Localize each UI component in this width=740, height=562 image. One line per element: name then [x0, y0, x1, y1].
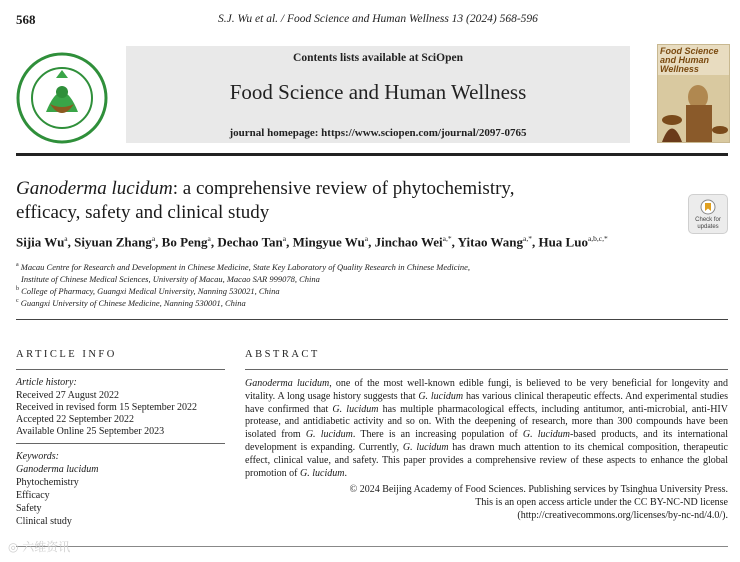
author-name[interactable]: Jinchao Wei [374, 234, 443, 250]
history-received: Received 27 August 2022 [16, 390, 120, 401]
keywords-heading: Keywords: [16, 451, 59, 462]
journal-logo-icon [16, 52, 108, 144]
author-affiliation-mark: a [64, 234, 68, 243]
author-affiliation-mark: a [151, 234, 156, 243]
keyword-item: Clinical study [16, 516, 72, 527]
check-for-updates-button[interactable] [688, 194, 728, 234]
history-accepted: Accepted 22 September 2022 [16, 414, 135, 425]
species-name: G. lucidum [522, 429, 570, 441]
author-name[interactable]: Dechao Tan [217, 234, 283, 250]
species-name: G. lucidum [305, 429, 353, 441]
author-name[interactable]: Siyuan Zhang [74, 234, 152, 250]
license-line: This is an open access article under the CC BY-NC-ND license [475, 497, 728, 508]
abstract-text-segment: , one of the most well-known edible fungi, is believed to be very beneficial for longevity and vitality. A long usage history suggests that [245, 378, 729, 402]
species-name: G. lucidum [332, 403, 379, 415]
journal-homepage-link[interactable]: journal homepage: https://www.sciopen.com/journal/2097-0765 [229, 127, 527, 139]
bookmark-icon [700, 199, 716, 215]
author-affiliation-mark: a,* [523, 234, 532, 243]
history-rule [16, 443, 225, 444]
species-name: G. lucidum [402, 441, 449, 453]
species-name: G. lucidum [300, 467, 345, 479]
contents-available-line: Contents lists available at SciOpen [293, 52, 463, 64]
author-name[interactable]: Yitao Wang [457, 234, 523, 250]
author-name[interactable]: Mingyue Wu [292, 234, 365, 250]
cover-title: Food Science and Human Wellness [660, 46, 719, 74]
copyright-line: © 2024 Beijing Academy of Food Sciences. Publishing services by Tsinghua University Press. [349, 484, 728, 495]
check-for-updates-label: Check for updates [695, 217, 721, 230]
author-affiliation-mark: a [282, 234, 287, 243]
page-number: 568 [16, 12, 36, 27]
keyword-item: Phytochemistry [16, 477, 79, 488]
abstract-text-segment: has multiple pharmacological effects, including antitumor, anti-microbial, anti-HIV protease, and antidiabetic activity and so on. With the deepening of research, more than 300 compounds have been isolated from [245, 403, 728, 441]
abstract-text-segment: . [344, 467, 347, 479]
species-name: G. lucidum [418, 390, 464, 402]
abstract-text-segment: . There is an increasing population of [352, 429, 523, 441]
abstract-heading: ABSTRACT [245, 349, 320, 360]
affiliation-a-cont: Institute of Chinese Medical Sciences, University of Macau, Macao SAR 999078, China [21, 274, 320, 284]
history-revised: Received in revised form 15 September 2022 [16, 402, 198, 413]
abstract-text-segment: has drawn much attention to its chemical composition, therapeutic effect, clinical value, and safety. This paper provides a comprehensive review of these aspects to enhance the global promotion of [245, 441, 728, 479]
keyword-item: Safety [16, 503, 42, 514]
author-affiliation-mark: a,* [442, 234, 452, 243]
title-genus: Ganoderma lucidum [16, 178, 173, 199]
species-name: Ganoderma lucidum [245, 378, 330, 389]
history-online: Available Online 25 September 2023 [16, 426, 165, 437]
author-affiliation-mark: a [364, 234, 369, 243]
abstract-text-segment: -based products, and its international development is expanding. Currently, [245, 429, 728, 453]
affiliation-a: $^a$ Macau Centre for Research and Development in Chinese Medicine, State Key Laboratory of Quality Research in Chinese Medicine, [16, 262, 471, 272]
footer-rule [16, 546, 728, 547]
article-title [16, 177, 676, 225]
author-affiliation-mark: a [207, 234, 211, 243]
affiliation-c: $^c$ Guangxi University of Chinese Medicine, Nanning 530001, China [16, 298, 246, 308]
article-info-heading: ARTICLE INFO [16, 349, 117, 360]
title-rest: : a comprehensive review of phytochemistry, [172, 178, 515, 199]
author-name[interactable]: Sijia Wu [16, 234, 65, 250]
journal-cover-image [657, 44, 730, 143]
abstract-body [245, 378, 728, 480]
affiliation-b: $^b$ College of Pharmacy, Guangxi Medical University, Nanning 530021, China [16, 286, 280, 296]
section-rule [16, 319, 728, 320]
author-name[interactable]: Hua Luo [538, 234, 588, 250]
keyword-item: Ganoderma lucidum [16, 464, 99, 475]
running-head: S.J. Wu et al. / Food Science and Human Wellness 13 (2024) 568-596 [218, 13, 538, 25]
author-affiliation-mark: a,b,c,* [587, 234, 608, 243]
watermark: ◎ 六维资讯 [8, 540, 71, 554]
abstract-rule [245, 369, 728, 370]
article-info-rule [16, 369, 225, 370]
journal-title: Food Science and Human Wellness [229, 80, 527, 104]
header-rule [16, 153, 728, 156]
abstract-text-segment: has various clinical therapeutic effects. And experimental studies have confirmed that [245, 390, 728, 415]
license-url-link[interactable]: (http://creativecommons.org/licenses/by-nc-nd/4.0/). [517, 510, 728, 521]
title-line-2: efficacy, safety and clinical study [16, 202, 270, 223]
history-heading: Article history: [16, 377, 77, 388]
keyword-item: Efficacy [16, 490, 50, 501]
author-list: Sijia Wu$^a$, Siyuan Zhang$^a$, Bo Peng$^a$, Dechao Tan$^a$, Mingyue Wu$^a$, Jinchao Wei$^{a,*}$, Yitao Wang$^{a,*}$, Hua Luo$^{a,b,c,*}$ [16, 234, 608, 250]
author-name[interactable]: Bo Peng [161, 234, 208, 250]
